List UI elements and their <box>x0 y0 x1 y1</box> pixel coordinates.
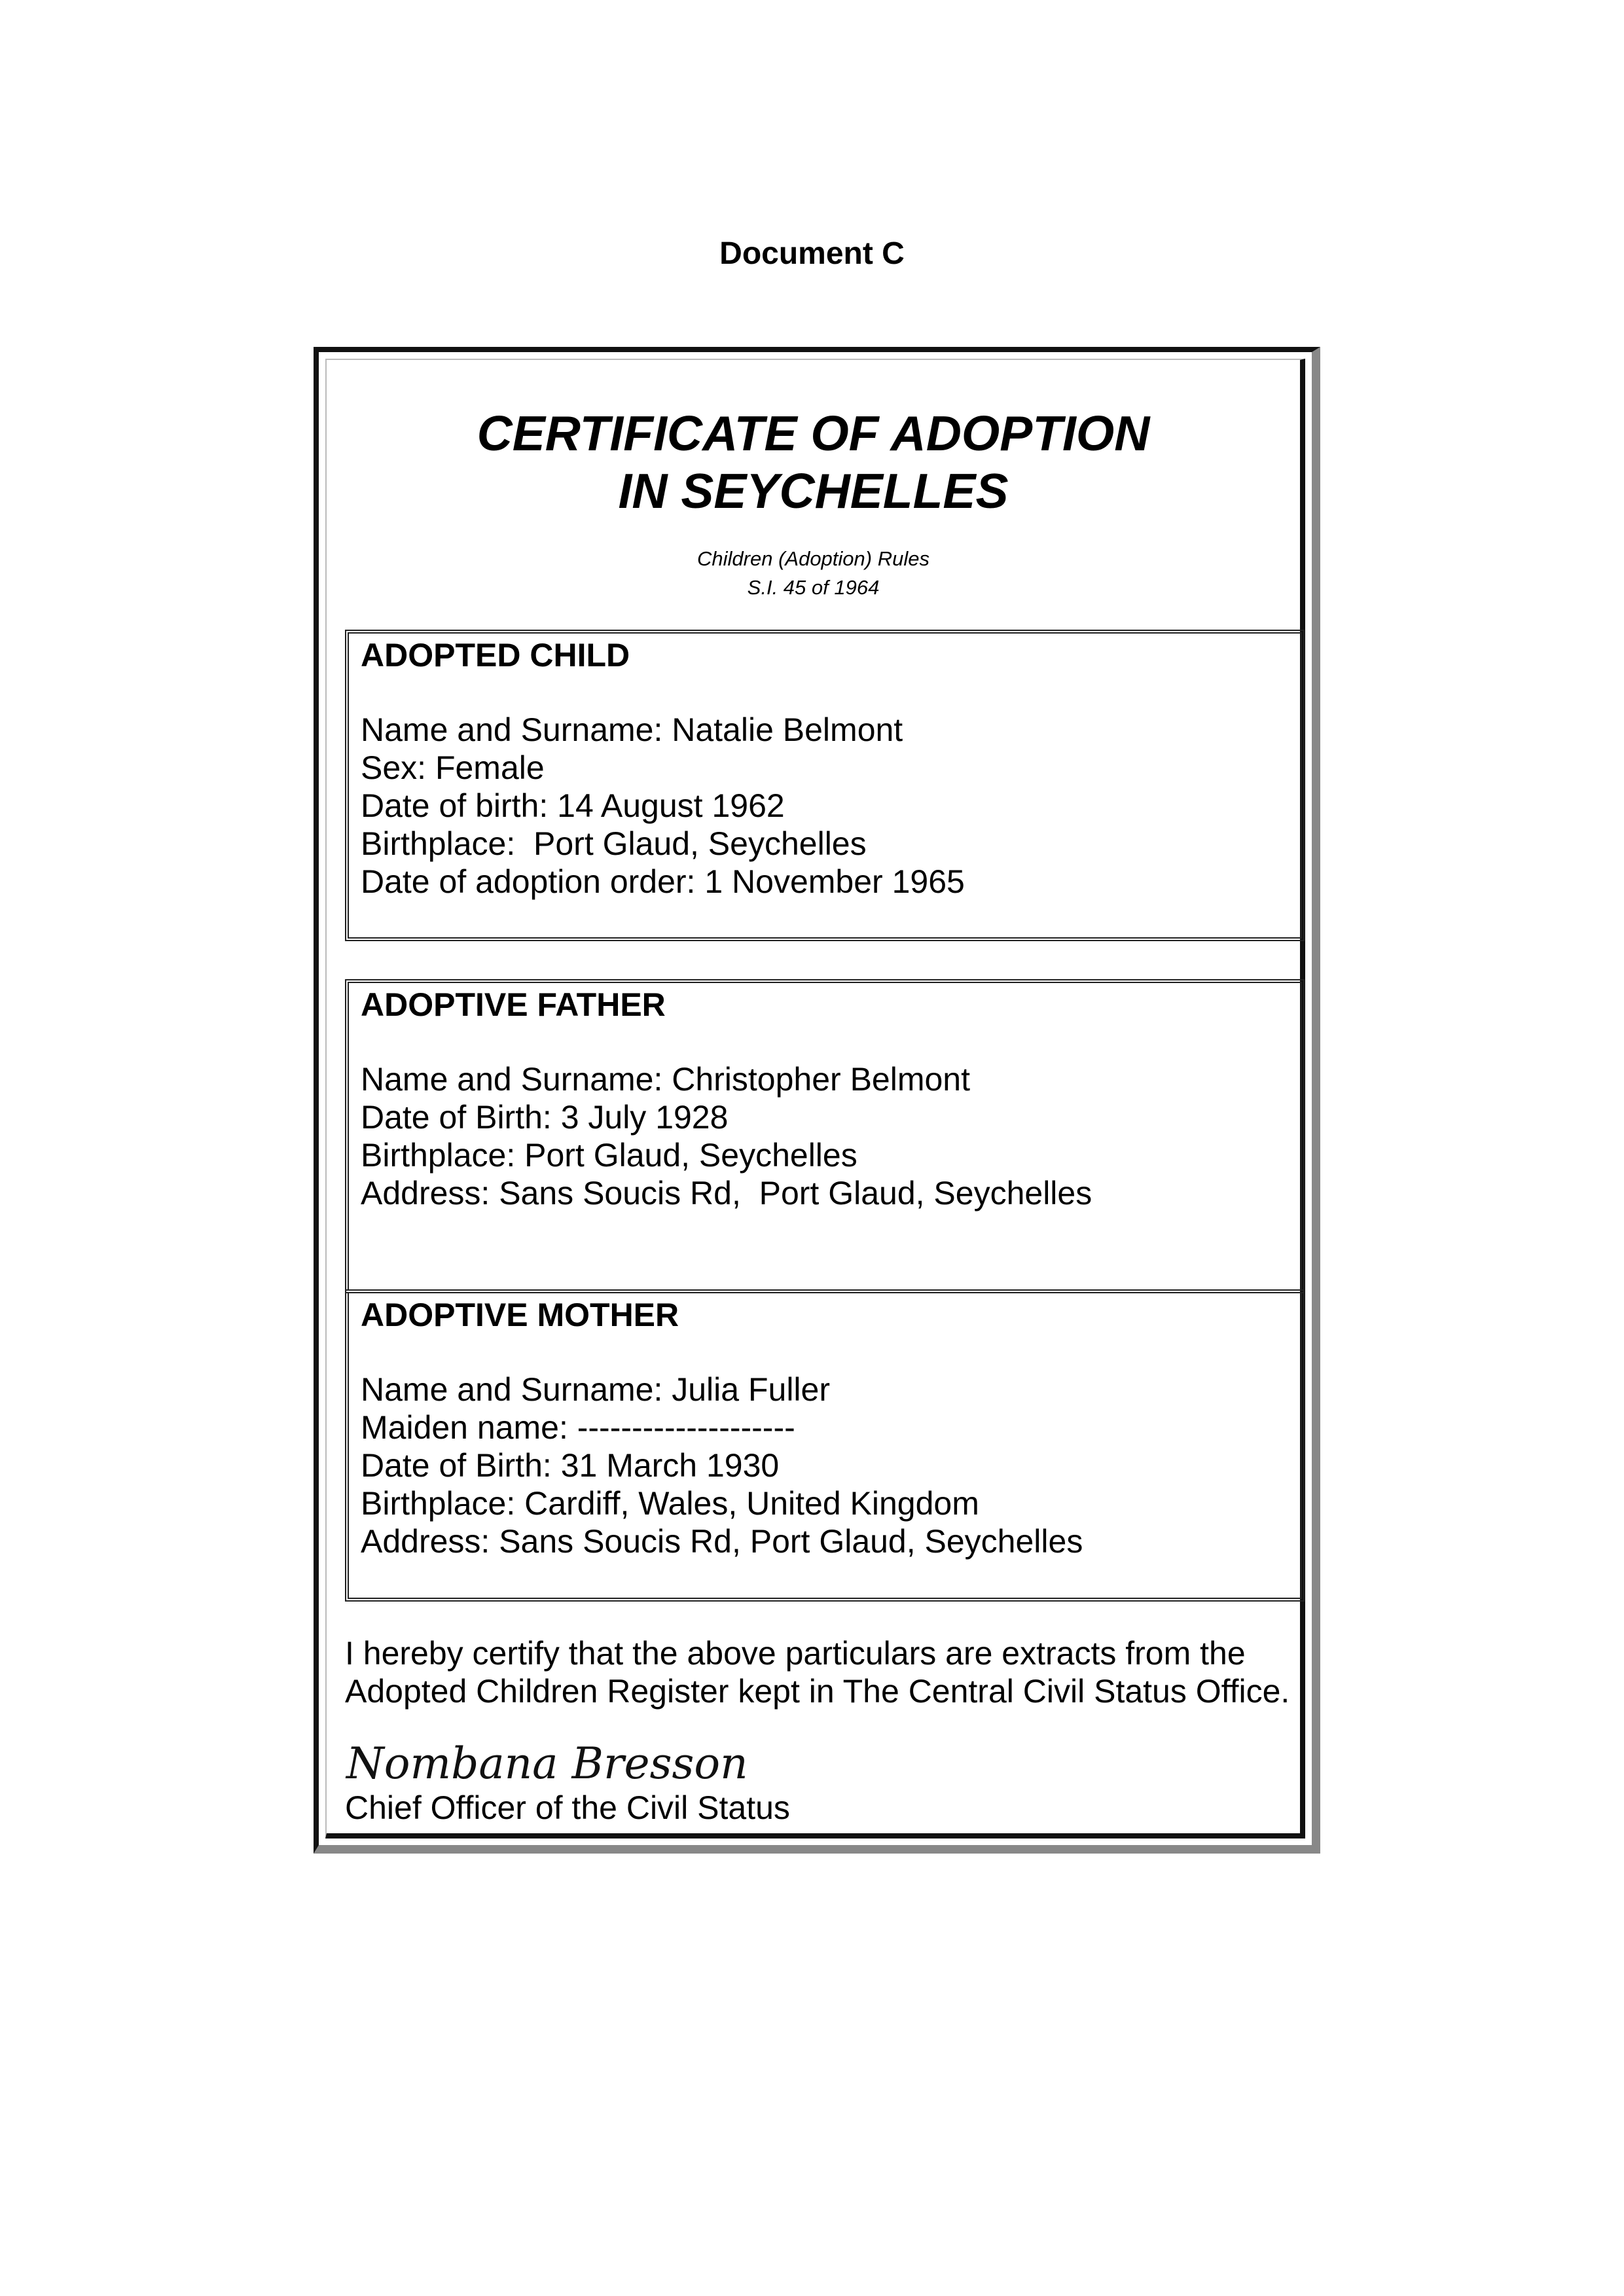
certificate-frame <box>314 347 1320 1854</box>
certificate-subtitle-statutory-instrument: S.I. 45 of 1964 <box>747 576 880 599</box>
father-date-of-birth: Date of Birth: 3 July 1928 <box>361 1099 729 1136</box>
adoptive-mother-heading: ADOPTIVE MOTHER <box>361 1297 679 1333</box>
certificate-inner-border <box>325 359 1305 1839</box>
child-date-of-birth: Date of birth: 14 August 1962 <box>361 787 785 824</box>
child-sex: Sex: Female <box>361 749 545 786</box>
certification-line-2: Adopted Children Register kept in The Central Civil Status Office. <box>345 1673 1290 1710</box>
mother-name: Name and Surname: Julia Fuller <box>361 1371 830 1408</box>
child-name: Name and Surname: Natalie Belmont <box>361 711 903 748</box>
certificate-title-line-1: CERTIFICATE OF ADOPTION <box>477 406 1150 461</box>
certification-line-1: I hereby certify that the above particulars are extracts from the <box>345 1635 1246 1672</box>
mother-maiden-name: Maiden name: -------------------- <box>361 1409 795 1446</box>
father-address: Address: Sans Soucis Rd, Port Glaud, Seychelles <box>361 1175 1092 1211</box>
child-adoption-order-date: Date of adoption order: 1 November 1965 <box>361 863 965 900</box>
mother-address: Address: Sans Soucis Rd, Port Glaud, Seychelles <box>361 1523 1083 1560</box>
mother-date-of-birth: Date of Birth: 31 March 1930 <box>361 1447 780 1484</box>
child-birthplace: Birthplace: Port Glaud, Seychelles <box>361 825 867 862</box>
certificate-title-line-2: IN SEYCHELLES <box>618 463 1009 518</box>
adopted-child-details <box>361 711 965 901</box>
adoptive-mother-section <box>345 1289 1305 1602</box>
adopted-child-section <box>345 630 1305 941</box>
adopted-child-heading: ADOPTED CHILD <box>361 637 630 673</box>
adoptive-mother-details <box>361 1371 1083 1560</box>
father-birthplace: Birthplace: Port Glaud, Seychelles <box>361 1137 857 1174</box>
adoptive-father-section <box>345 979 1305 1293</box>
signature: Nombana Bresson <box>346 1738 748 1789</box>
adoptive-father-details <box>361 1060 1092 1212</box>
certification-statement <box>345 1634 1290 1710</box>
father-name: Name and Surname: Christopher Belmont <box>361 1061 971 1098</box>
adoptive-father-heading: ADOPTIVE FATHER <box>361 986 666 1023</box>
mother-birthplace: Birthplace: Cardiff, Wales, United Kingdom <box>361 1485 979 1522</box>
document-label: Document C <box>719 236 905 271</box>
signatory-title: Chief Officer of the Civil Status <box>345 1789 790 1826</box>
certificate-subtitle-rules: Children (Adoption) Rules <box>697 547 929 570</box>
